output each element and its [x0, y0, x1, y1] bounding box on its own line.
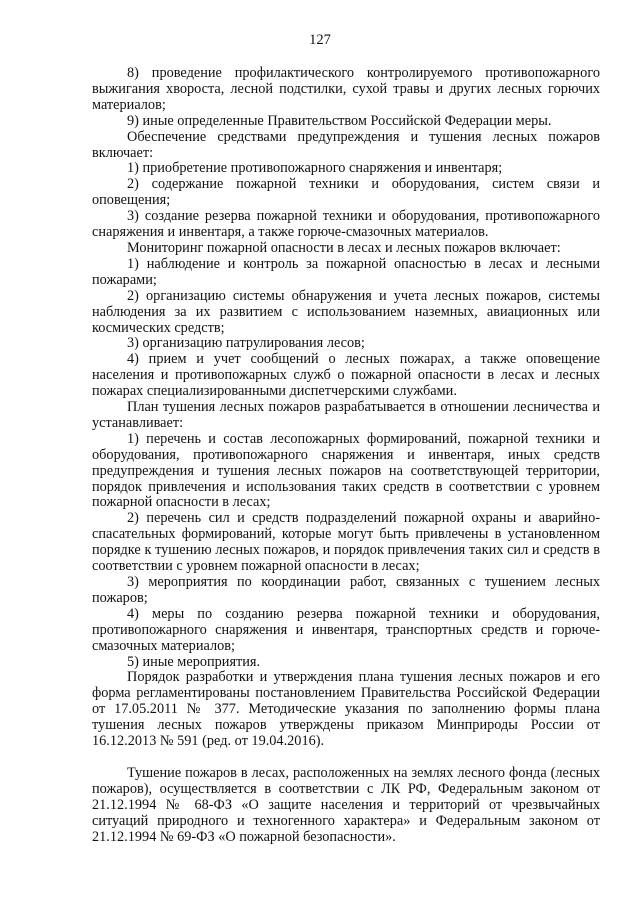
paragraph-means-3: 3) создание резерва пожарной техники и оборудования, противопожарного снаряжения и инвентаря, а также горюче-смазочных материалов.	[92, 208, 600, 241]
paragraph-plan-intro: План тушения лесных пожаров разрабатывается в отношении лесничества и устанавливает:	[92, 399, 600, 431]
paragraph-plan-3: 3) мероприятия по координации работ, связанных с тушением лесных пожаров;	[92, 574, 600, 606]
paragraph-means-2: 2) содержание пожарной техники и оборудования, систем связи и оповещения;	[92, 176, 600, 209]
paragraph-monitoring-4: 4) прием и учет сообщений о лесных пожарах, а также оповещение населения и противопожарных служб о пожарной опасности в лесах и лесных пожарах специализированными диспетчерскими службами.	[92, 351, 600, 400]
paragraph-item-8: 8) проведение профилактического контролируемого противопожарного выжигания хвороста, лесной подстилки, сухой травы и других лесных горючих материалов;	[92, 65, 600, 113]
page-number: 127	[309, 32, 331, 48]
paragraph-plan-1: 1) перечень и состав лесопожарных формирований, пожарной техники и оборудования, противопожарного снаряжения и инвентаря, иных средств предупреждения и тушения лесных пожаров на соответствующей территории, порядок привлечения и использования таких средств в соответствии с уровнем пожарной опасности в лесах;	[92, 430, 600, 511]
document-body	[92, 66, 600, 846]
paragraph-item-9: 9) иные определенные Правительством Российской Федерации меры.	[127, 112, 552, 129]
paragraph-monitoring-2: 2) организацию системы обнаружения и учета лесных пожаров, системы наблюдения за их развитием с использованием наземных, авиационных или космических средств;	[92, 287, 600, 336]
paragraph-monitoring-intro: Мониторинг пожарной опасности в лесах и лесных пожаров включает:	[127, 239, 561, 256]
paragraph-means-1: 1) приобретение противопожарного снаряжения и инвентаря;	[127, 160, 503, 177]
paragraph-plan-regulation: Порядок разработки и утверждения плана тушения лесных пожаров и его форма регламентированы постановлением Правительства Российской Федерации от 17.05.2011 № 377. Методические указания по заполнению формы плана тушения лесных пожаров утверждены приказом Минприроды России от 16.12.2013 № 591 (ред. от 19.04.2016).	[92, 669, 600, 750]
paragraph-plan-2: 2) перечень сил и средств подразделений пожарной охраны и аварийно-спасательных формирований, которые могут быть привлечены в установленном порядке к тушению лесных пожаров, и порядок привлечения таких сил и средств в соответствии с уровнем пожарной опасности в лесах;	[92, 510, 600, 575]
paragraph-monitoring-1: 1) наблюдение и контроль за пожарной опасностью в лесах и лесными пожарами;	[92, 255, 600, 288]
paragraph-plan-5: 5) иные мероприятия.	[127, 653, 261, 670]
paragraph-monitoring-3: 3) организацию патрулирования лесов;	[127, 335, 365, 352]
paragraph-means-intro: Обеспечение средствами предупреждения и тушения лесных пожаров включает:	[92, 128, 600, 161]
paragraph-firefighting-law: Тушение пожаров в лесах, расположенных на землях лесного фонда (лесных пожаров), осуществляется в соответствии с ЛК РФ, Федеральным законом от 21.12.1994 № 68-ФЗ «О защите населения и территорий от чрезвычайных ситуаций природного и техногенного характера» и Федеральным законом от 21.12.1994 № 69-ФЗ «О пожарной безопасности».	[92, 764, 600, 845]
paragraph-plan-4: 4) меры по созданию резерва пожарной техники и оборудования, противопожарного снаряжения и инвентаря, транспортных средств и горюче-смазочных материалов;	[92, 605, 600, 654]
